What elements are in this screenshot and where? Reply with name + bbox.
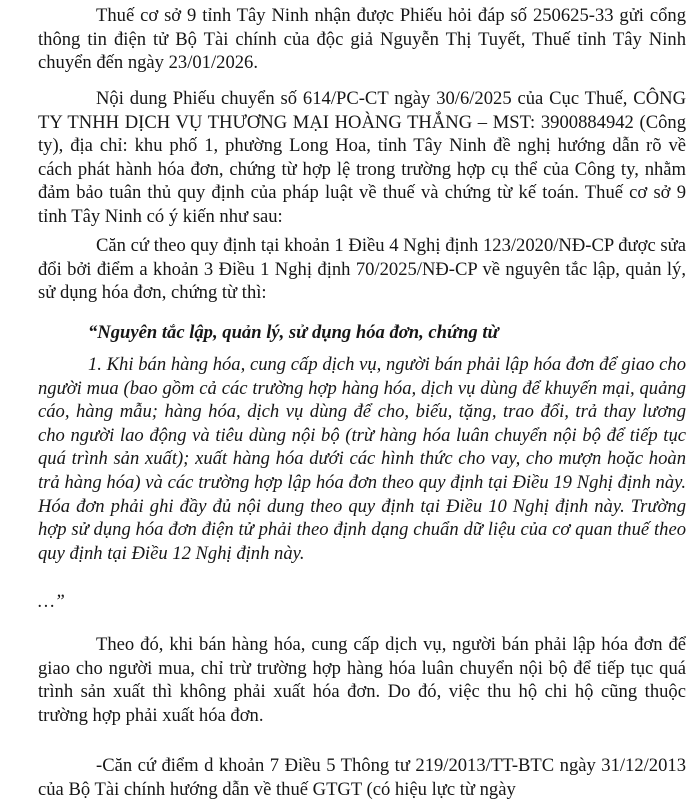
quote-ellipsis: …”	[38, 591, 65, 612]
quote-heading: “Nguyên tắc lập, quản lý, sử dụng hóa đơn, chứng từ	[88, 322, 499, 343]
quote-clause-1: 1. Khi bán hàng hóa, cung cấp dịch vụ, người bán phải lập hóa đơn để giao cho người mua (bao gồm cả các trường hợp hàng hóa, dịch vụ dùng để khuyến mại, quảng cáo, hàng mẫu; hàng hóa, dịch vụ dùng để cho, biếu, tặng, trao đổi, trả thay lương cho người lao động và tiêu dùng nội bộ (trừ hàng hóa luân chuyển nội bộ để tiếp tục quá trình sản xuất); xuất hàng hóa dưới các hình thức cho vay, cho mượn hoặc hoàn trả hàng hóa) và các trường hợp lập hóa đơn theo quy định tại Điều 19 Nghị định này. Hóa đơn phải ghi đầy đủ nội dung theo quy định tại Điều 10 Nghị định này. Trường hợp sử dụng hóa đơn điện tử phải theo định dạng chuẩn dữ liệu của cơ quan thuế theo quy định tại Điều 12 Nghị định này.	[38, 354, 686, 564]
paragraph-conclusion: Theo đó, khi bán hàng hóa, cung cấp dịch vụ, người bán phải lập hóa đơn để giao cho người mua, chỉ trừ trường hợp hàng hóa luân chuyển nội bộ để tiếp tục quá trình sản xuất thì không phải xuất hóa đơn. Do đó, việc thu hộ chi hộ cũng thuộc trường hợp phải xuất hóa đơn.	[38, 634, 686, 726]
paragraph-circular: -Căn cứ điểm d khoản 7 Điều 5 Thông tư 219/2013/TT-BTC ngày 31/12/2013 của Bộ Tài chính hướng dẫn về thuế GTGT (có hiệu lực từ ngày	[38, 755, 686, 800]
paragraph-legal-basis: Căn cứ theo quy định tại khoản 1 Điều 4 Nghị định 123/2020/NĐ-CP được sửa đổi bởi điểm a khoản 3 Điều 1 Nghị định 70/2025/NĐ-CP về nguyên tắc lập, quản lý, sử dụng hóa đơn, chứng từ thì:	[38, 235, 686, 304]
paragraph-request: Nội dung Phiếu chuyển số 614/PC-CT ngày 30/6/2025 của Cục Thuế, CÔNG TY TNHH DỊCH VỤ THƯƠNG MẠI HOÀNG THẮNG – MST: 3900884942 (Công ty), địa chỉ: khu phố 1, phường Long Hoa, tỉnh Tây Ninh đề nghị hướng dẫn rõ về cách phát hành hóa đơn, chứng từ hợp lệ trong trường hợp cụ thể của Công ty, nhằm đảm bảo tuân thủ quy định của pháp luật về thuế và chứng từ kế toán. Thuế cơ sở 9 tỉnh Tây Ninh có ý kiến như sau:	[38, 88, 686, 227]
paragraph-intro: Thuế cơ sở 9 tỉnh Tây Ninh nhận được Phiếu hỏi đáp số 250625-33 gửi cổng thông tin điện tử Bộ Tài chính của độc giả Nguyễn Thị Tuyết, Thuế tỉnh Tây Ninh chuyển đến ngày 23/01/2026.	[38, 5, 686, 74]
